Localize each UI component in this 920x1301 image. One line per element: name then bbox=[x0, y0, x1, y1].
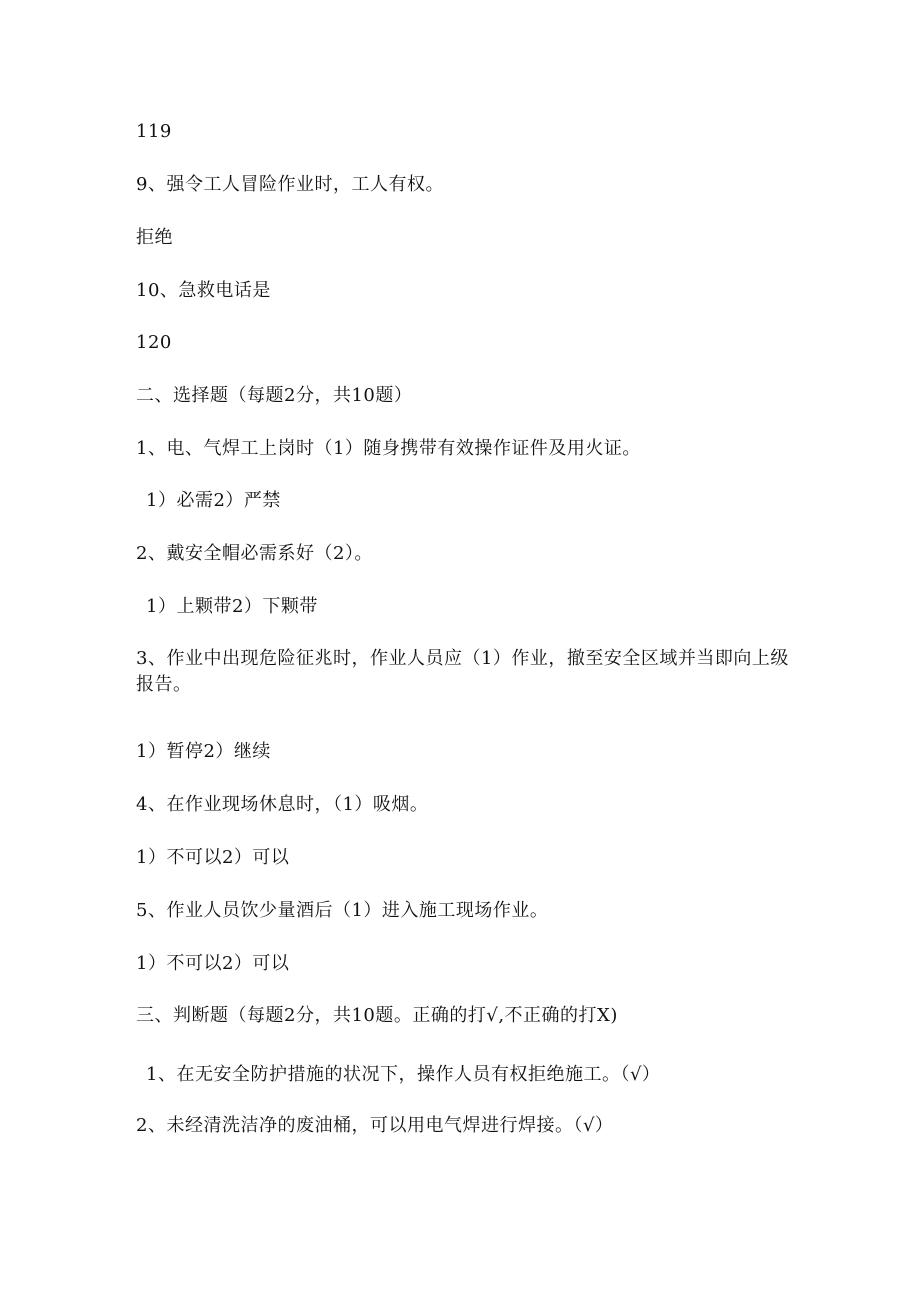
choice-question-4: 4、在作业现场休息时，（1）吸烟。 bbox=[136, 794, 429, 815]
judgement-question-2: 2、未经清洗洁净的废油桶，可以用电气焊进行焊接。（√） bbox=[136, 1115, 614, 1136]
choice-options-5: 1）不可以2）可以 bbox=[136, 953, 290, 974]
question-9: 9、强令工人冒险作业时，工人有权。 bbox=[136, 174, 444, 195]
choice-question-1: 1、电、气焊工上岗时（1）随身携带有效操作证件及用火证。 bbox=[136, 438, 641, 459]
choice-options-1: 1）必需2）严禁 bbox=[146, 490, 281, 511]
answer-120: 120 bbox=[136, 332, 172, 353]
choice-question-2: 2、戴安全帽必需系好（2）。 bbox=[136, 543, 373, 564]
choice-options-4: 1）不可以2）可以 bbox=[136, 847, 290, 868]
answer-refuse: 拒绝 bbox=[136, 227, 173, 248]
section-heading-judgement: 三、判断题（每题2分，共10题。正确的打√,不正确的打X) bbox=[136, 1005, 618, 1026]
answer-119: 119 bbox=[136, 121, 172, 142]
choice-question-3: 3、作业中出现危险征兆时，作业人员应（1）作业，撤至安全区域并当即向上级报告。 bbox=[136, 648, 789, 695]
question-10: 10、急救电话是 bbox=[136, 280, 271, 301]
choice-question-5: 5、作业人员饮少量酒后（1）进入施工现场作业。 bbox=[136, 900, 549, 921]
judgement-question-1: 1、在无安全防护措施的状况下，操作人员有权拒绝施工。（√） bbox=[146, 1064, 661, 1085]
section-heading-choice: 二、选择题（每题2分，共10题） bbox=[136, 385, 413, 406]
choice-options-3: 1）暂停2）继续 bbox=[136, 741, 271, 762]
choice-options-2: 1）上颗带2）下颗带 bbox=[146, 596, 318, 617]
